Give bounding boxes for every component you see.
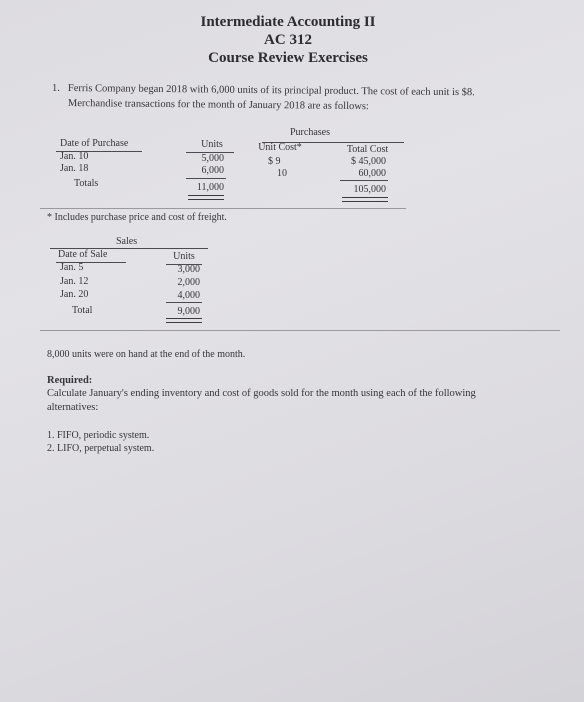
required-heading: Required: xyxy=(47,375,93,386)
purchases-cost-double-rule xyxy=(342,197,388,202)
sales-total-label: Total xyxy=(72,305,93,316)
sales-col-units: Units xyxy=(173,251,195,262)
purchases-col-units: Units xyxy=(201,139,223,150)
required-line-2: alternatives: xyxy=(47,402,99,413)
sale-row-units: 4,000 xyxy=(177,290,200,301)
purchases-totals-cost: 105,000 xyxy=(353,184,386,195)
course-code: AC 312 xyxy=(264,32,312,48)
sales-col-date: Date of Sale xyxy=(58,249,108,260)
problem-line-2: Merchandise transactions for the month of January 2018 are as follows: xyxy=(67,98,369,113)
alternative-item: 2. LIFO, perpetual system. xyxy=(47,443,155,454)
sale-row-date: Jan. 5 xyxy=(60,262,84,273)
sale-row-date: Jan. 20 xyxy=(60,289,89,300)
purchase-row-date: Jan. 10 xyxy=(60,151,89,162)
purchase-row-unit-cost: 10 xyxy=(277,168,287,179)
alternative-item: 1. FIFO, periodic system. xyxy=(47,430,150,441)
sale-row-units: 3,000 xyxy=(177,264,200,275)
purchase-row-date: Jan. 18 xyxy=(60,163,89,174)
purchases-cost-subtotal-rule xyxy=(340,180,388,181)
purchases-col-date: Date of Purchase xyxy=(60,138,129,149)
sales-subtotal-rule xyxy=(166,302,202,303)
sales-total-units: 9,000 xyxy=(177,306,200,317)
purchase-row-total-cost: 60,000 xyxy=(358,168,386,179)
problem-line-1: Ferris Company began 2018 with 6,000 units of its principal product. The cost of each unit is $8. xyxy=(67,83,475,99)
purchases-totals-label: Totals xyxy=(74,178,99,189)
purchases-col-unit-cost: Unit Cost* xyxy=(258,142,302,153)
sale-row-units: 2,000 xyxy=(177,277,200,288)
purchase-row-units: 6,000 xyxy=(201,165,224,176)
document-subtitle: Course Review Exercises xyxy=(208,50,368,66)
purchase-row-unit-cost: $ 9 xyxy=(268,156,281,167)
sales-group-header: Sales xyxy=(116,236,138,247)
problem-number: 1. xyxy=(52,83,60,94)
purchases-col-total-cost: Total Cost xyxy=(346,144,389,155)
purchase-row-total-cost: $ 45,000 xyxy=(351,156,386,167)
sale-row-date: Jan. 12 xyxy=(60,276,89,287)
purchases-group-header: Purchases xyxy=(290,127,330,138)
purchase-row-units: 5,000 xyxy=(201,153,224,164)
section-divider xyxy=(40,208,406,209)
on-hand-note: 8,000 units were on hand at the end of the month. xyxy=(47,349,246,360)
course-title: Intermediate Accounting II xyxy=(200,14,376,30)
section-divider-2 xyxy=(40,330,560,331)
purchases-units-double-rule xyxy=(188,195,224,200)
required-line-1: Calculate January's ending inventory and cost of goods sold for the month using each of the following xyxy=(47,388,476,399)
purchases-totals-units: 11,000 xyxy=(196,182,224,193)
footnote: * Includes purchase price and cost of freight. xyxy=(47,212,227,223)
sales-total-double-rule xyxy=(166,318,202,323)
purchases-units-subtotal-rule xyxy=(186,178,226,179)
